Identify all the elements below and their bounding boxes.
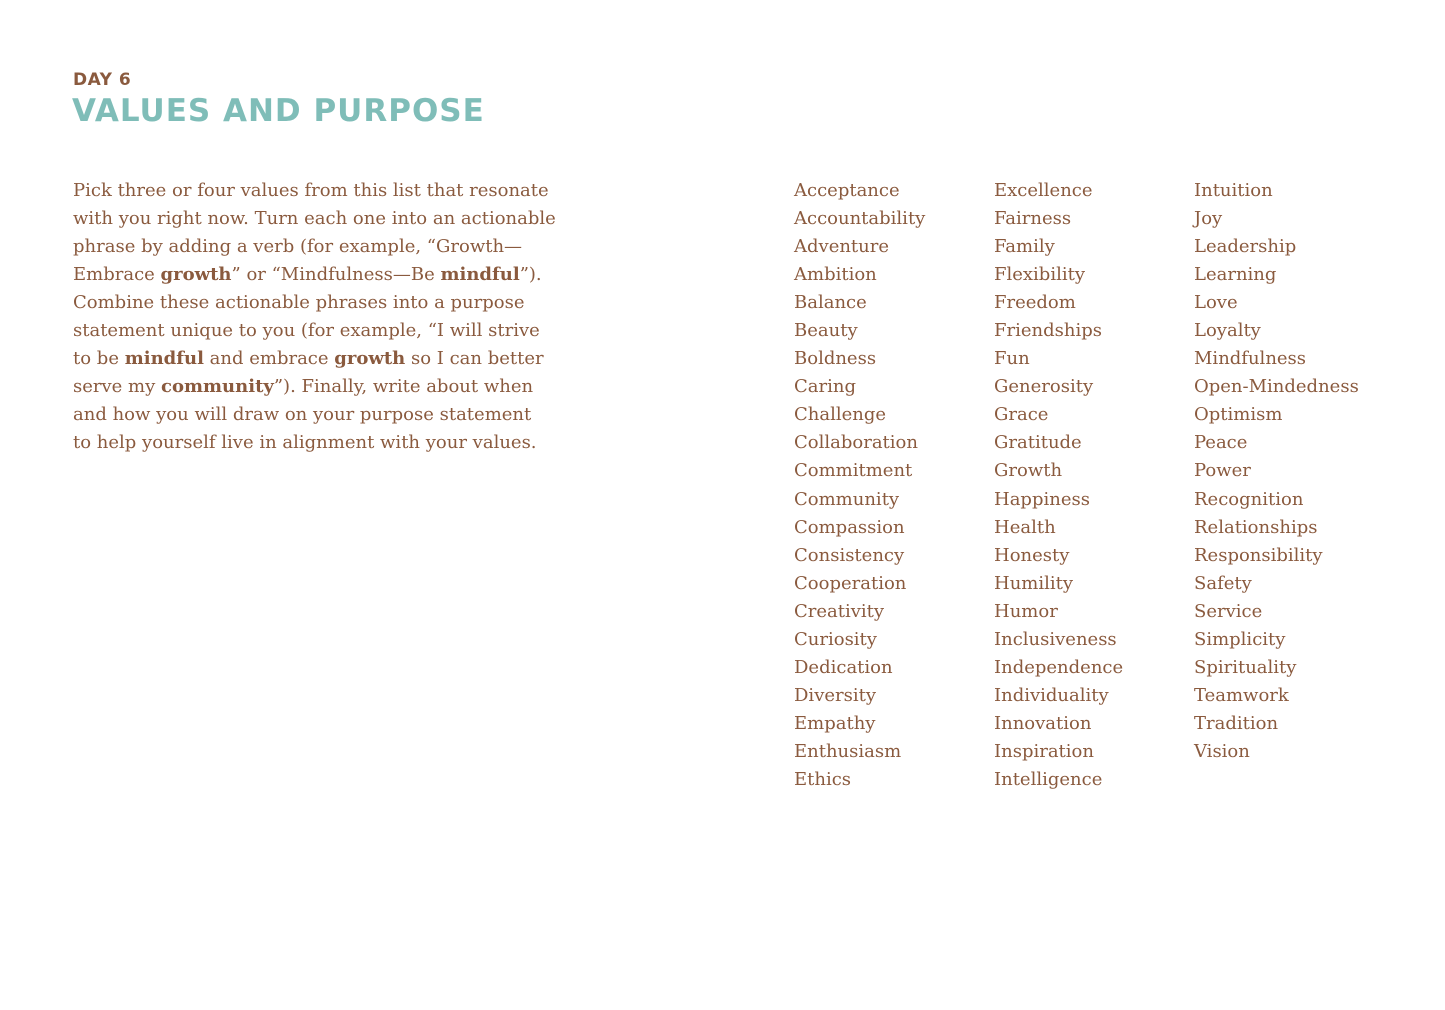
emphasis-mindful: mindful (124, 348, 204, 369)
value-item: Beauty (794, 320, 858, 342)
value-item: Acceptance (794, 180, 900, 201)
value-item: Mindfulness (1194, 348, 1307, 370)
value-item: Health (994, 516, 1056, 538)
value-item: Compassion (794, 516, 905, 538)
intro-text: statement unique to you (for example, “I will strive (73, 320, 540, 341)
intro-line (73, 289, 573, 317)
value-item: Creativity (794, 600, 885, 622)
intro-text: Pick three or four values from this list that resonate (73, 180, 549, 201)
intro-text: Combine these actionable phrases into a purpose (73, 292, 525, 313)
value-item: Tradition (1194, 712, 1279, 734)
value-item: Freedom (994, 292, 1076, 314)
intro-text: to help yourself live in alignment with your values. (73, 432, 537, 453)
intro-text: Embrace (73, 264, 161, 285)
value-item: Caring (794, 376, 856, 398)
value-item: Intuition (1194, 180, 1273, 201)
intro-text: phrase by adding a verb (for example, “Growth— (73, 236, 523, 257)
value-item: Grace (994, 404, 1049, 426)
value-item: Commitment (794, 460, 913, 482)
value-item: Ethics (794, 768, 852, 790)
intro-text: so I can better (405, 348, 544, 369)
values-column-1 (794, 177, 925, 794)
value-item: Adventure (794, 236, 890, 258)
value-item: Ambition (794, 264, 877, 286)
value-item: Curiosity (794, 628, 877, 650)
value-item: Empathy (794, 712, 876, 734)
value-item: Simplicity (1194, 628, 1286, 650)
value-item: Love (1194, 292, 1238, 314)
value-item: Fairness (994, 208, 1072, 230)
value-item: Family (994, 236, 1055, 258)
intro-line (73, 401, 573, 429)
value-item: Gratitude (994, 432, 1082, 454)
emphasis-growth: growth (160, 264, 232, 285)
value-item: Loyalty (1194, 320, 1261, 342)
value-item: Joy (1194, 208, 1223, 230)
value-item: Community (794, 488, 900, 510)
value-item: Balance (794, 292, 867, 314)
value-item: Leadership (1194, 236, 1297, 258)
intro-line (73, 205, 573, 233)
value-item: Service (1194, 600, 1263, 622)
value-item: Enthusiasm (794, 740, 902, 762)
intro-text: to be (73, 348, 125, 369)
intro-text: ”). Finally, write about when (273, 376, 534, 397)
values-column-2 (994, 177, 1123, 794)
emphasis-community: community (161, 376, 274, 397)
value-item: Accountability (794, 208, 926, 230)
value-item: Happiness (994, 488, 1090, 510)
value-item: Friendships (994, 320, 1102, 342)
emphasis-mindful: mindful (440, 264, 520, 285)
value-item: Responsibility (1194, 544, 1323, 566)
value-item: Humor (994, 600, 1058, 622)
value-item: Teamwork (1194, 684, 1289, 706)
value-item: Inspiration (994, 740, 1094, 762)
values-column-3 (1194, 177, 1359, 766)
intro-paragraph (73, 177, 573, 457)
value-item: Consistency (794, 544, 905, 566)
intro-text: and how you will draw on your purpose statement (73, 404, 532, 425)
value-item: Innovation (994, 712, 1092, 734)
value-item: Dedication (794, 656, 893, 678)
value-item: Intelligence (994, 768, 1103, 790)
intro-line (73, 233, 573, 261)
intro-text: with you right now. Turn each one into an actionable (73, 208, 556, 229)
value-item: Flexibility (994, 264, 1086, 286)
value-item: Power (1194, 460, 1251, 482)
page-title: VALUES AND PURPOSE (72, 93, 485, 129)
value-item: Excellence (994, 180, 1093, 201)
value-item: Peace (1194, 432, 1248, 454)
value-item: Honesty (994, 544, 1070, 566)
value-item: Diversity (794, 684, 877, 706)
value-item: Generosity (994, 376, 1094, 398)
value-item: Independence (994, 656, 1124, 678)
intro-text: ”). (519, 264, 542, 285)
value-item: Spirituality (1194, 656, 1297, 678)
value-item: Fun (994, 348, 1030, 370)
intro-line (73, 177, 573, 205)
value-item: Boldness (794, 348, 877, 370)
intro-text: ” or “Mindfulness—Be (231, 264, 441, 285)
intro-line (73, 429, 573, 457)
value-item: Recognition (1194, 488, 1304, 510)
intro-line (73, 317, 573, 345)
value-item: Optimism (1194, 404, 1283, 426)
emphasis-growth: growth (334, 348, 406, 369)
value-item: Collaboration (794, 432, 918, 454)
value-item: Learning (1194, 264, 1277, 286)
value-item: Growth (994, 460, 1063, 482)
value-item: Challenge (794, 404, 887, 426)
value-item: Safety (1194, 572, 1252, 594)
value-item: Cooperation (794, 572, 907, 594)
day-label: DAY 6 (73, 70, 132, 90)
value-item: Individuality (994, 684, 1109, 706)
intro-line (73, 261, 573, 289)
intro-text: serve my (73, 376, 161, 397)
value-item: Humility (994, 572, 1074, 594)
intro-text: and embrace (203, 348, 335, 369)
value-item: Relationships (1194, 516, 1318, 538)
intro-line (73, 373, 573, 401)
value-item: Open-Mindedness (1194, 376, 1359, 398)
value-item: Inclusiveness (994, 628, 1117, 650)
value-item: Vision (1194, 740, 1250, 762)
intro-line (73, 345, 573, 373)
